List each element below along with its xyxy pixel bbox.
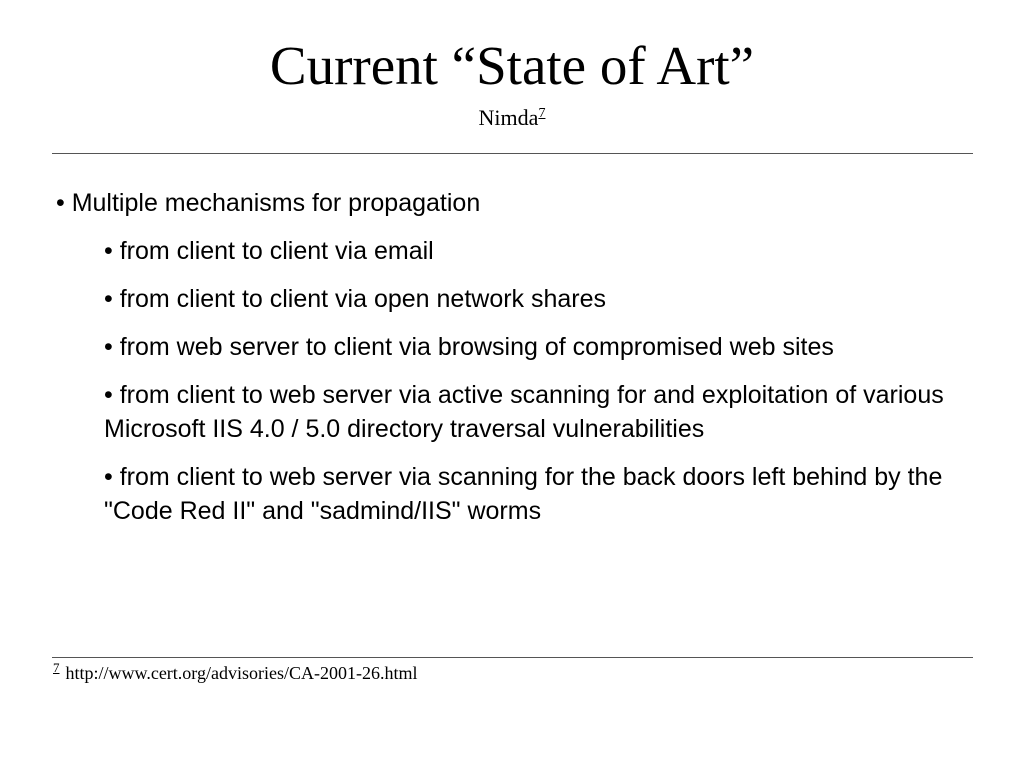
footnote-marker-link[interactable]: 7 <box>53 660 60 675</box>
footnote-ref-link[interactable]: 7 <box>538 106 546 121</box>
list-item: • from client to web server via scanning for the back doors left behind by the "Code Red II" and "sadmind/IIS" worms <box>104 463 943 525</box>
title-divider <box>52 153 973 154</box>
list-item: • from client to client via open network shares <box>104 285 607 313</box>
footnote-url: http://www.cert.org/advisories/CA-2001-26.html <box>65 663 418 683</box>
slide-title: Current “State of Art” <box>269 35 755 96</box>
list-item: • from client to web server via active scanning for and exploitation of various Microsoft IIS 4.0 / 5.0 directory traversal vulnerabilities <box>104 381 944 443</box>
list-item: • from client to client via email <box>104 237 434 265</box>
footnote-divider <box>52 657 973 658</box>
slide-subtitle <box>0 105 1024 131</box>
bullet-list <box>56 186 956 542</box>
subtitle-text: Nimda <box>478 105 539 130</box>
list-item: • Multiple mechanisms for propagation <box>56 189 481 217</box>
list-item: • from web server to client via browsing of compromised web sites <box>104 333 834 361</box>
footnote <box>53 661 417 685</box>
